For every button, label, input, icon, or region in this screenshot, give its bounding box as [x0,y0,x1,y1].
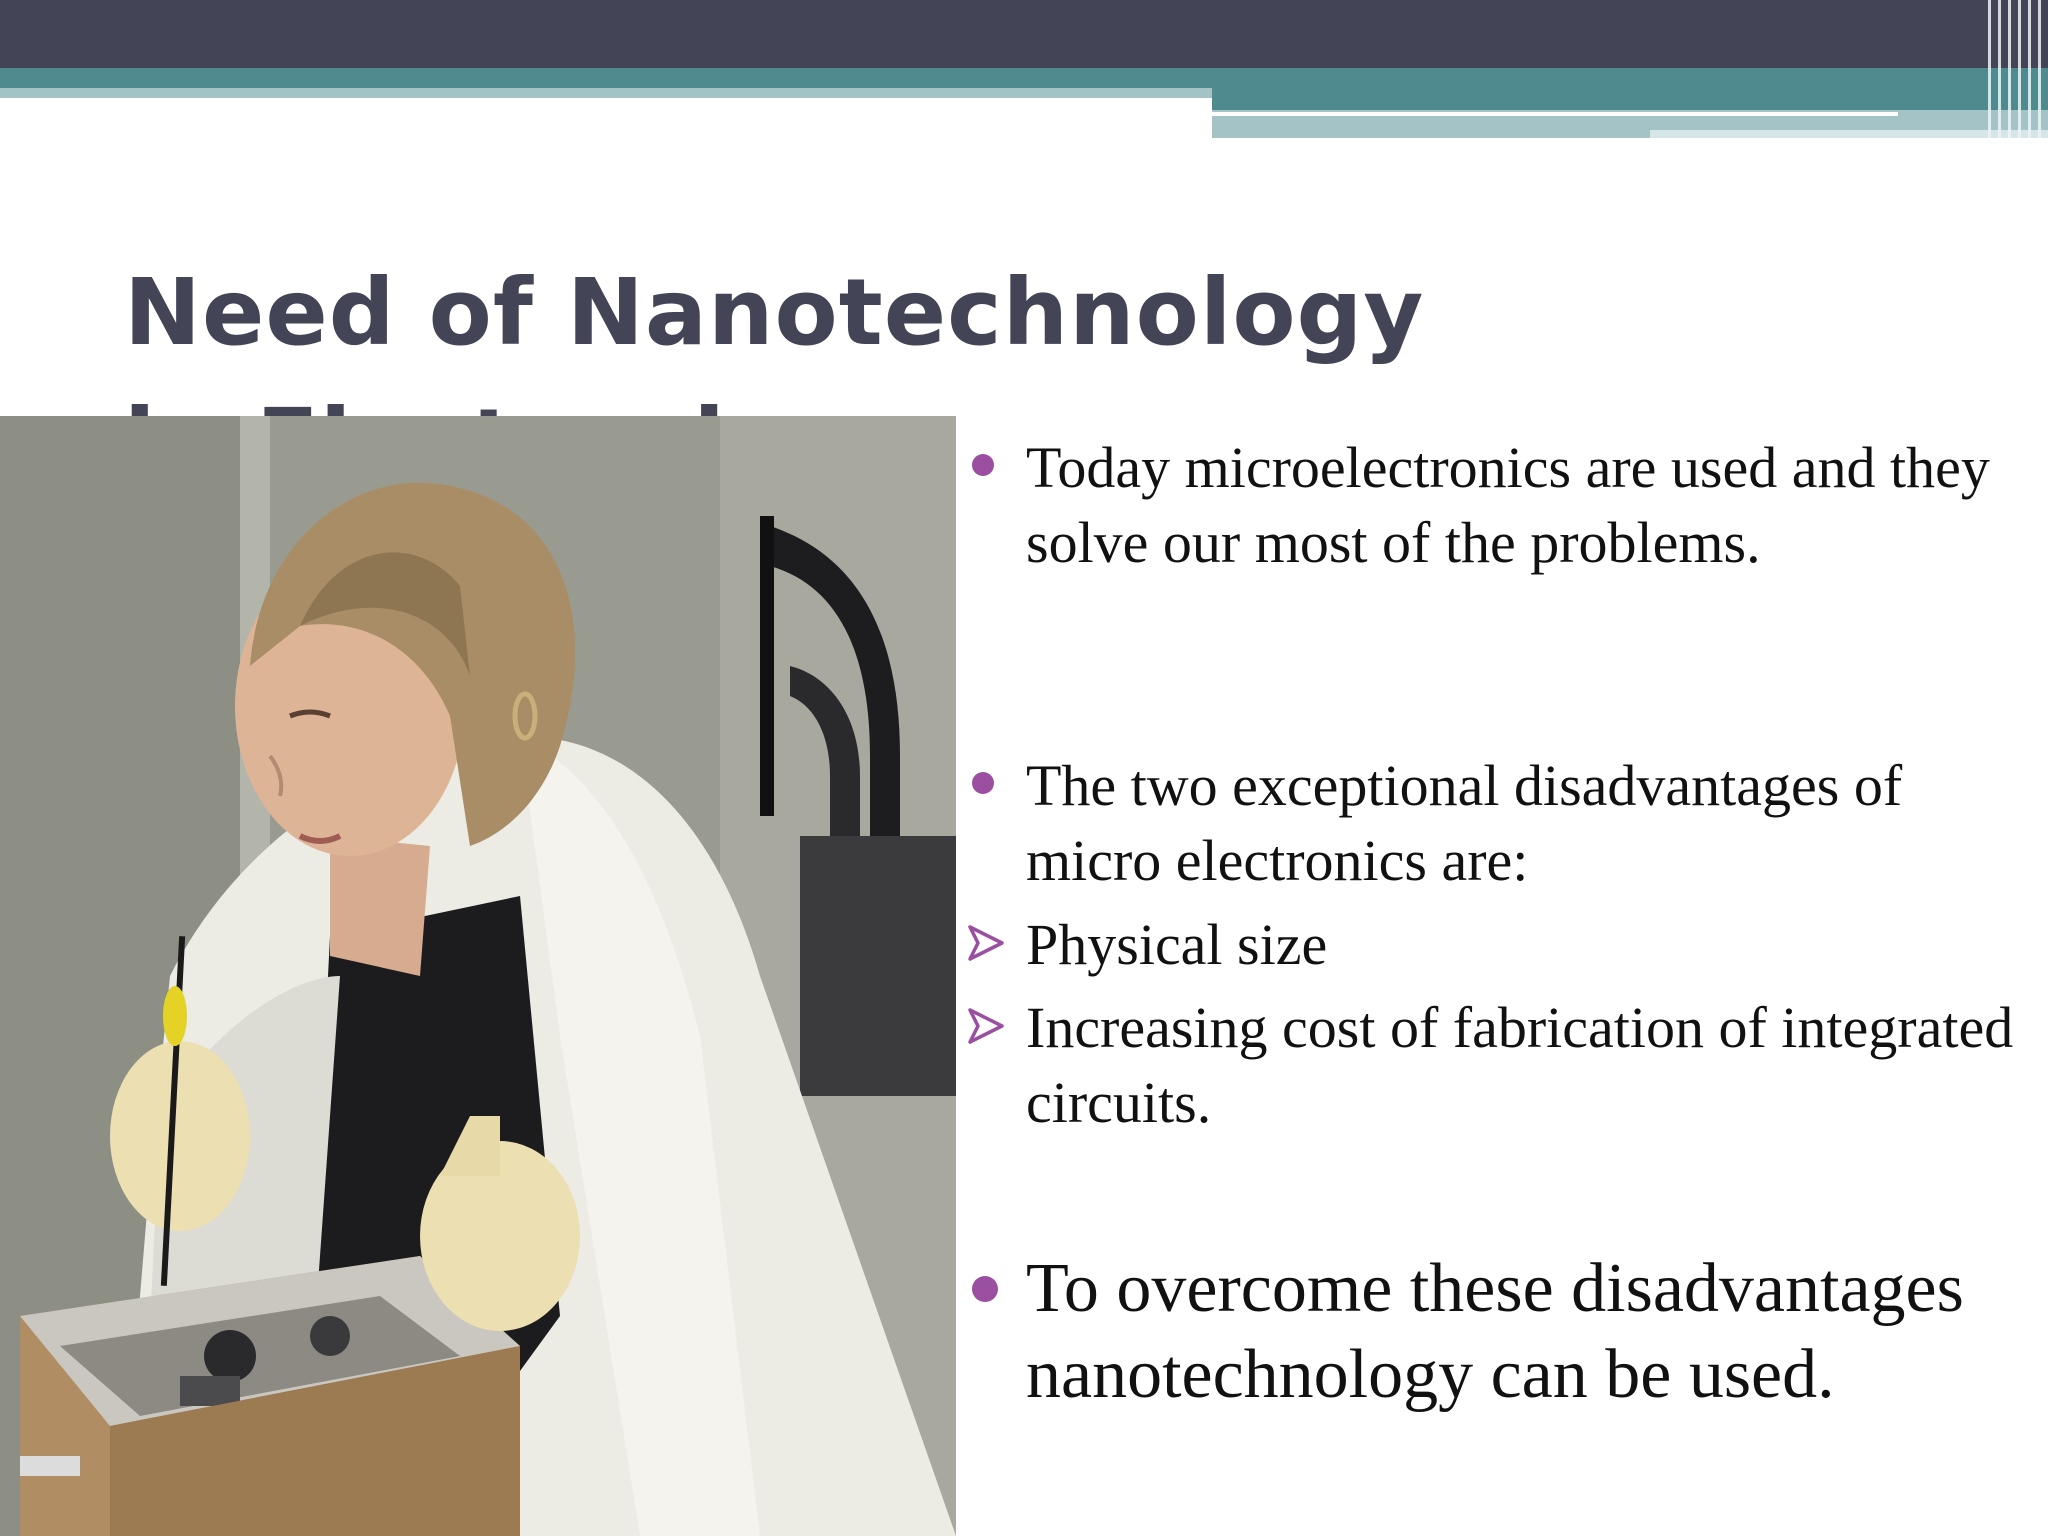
slide-title: Need of Nanotechnology [124,259,1425,366]
bullet-text: To overcome these disadvantages nanotechnology can be used. [1026,1250,1964,1413]
bullet-text: Physical size [1026,912,1328,977]
arrow-bullet-icon [966,1006,1006,1046]
arrow-bullet-icon [966,923,1006,963]
bullet-dot-icon [972,772,994,794]
header-bar-teal [0,68,2048,88]
header-stripes [1984,0,2048,138]
header-bar-right-line [1212,112,1898,116]
bullet-text: Increasing cost of fabrication of integrated circuits. [1026,995,2014,1135]
bullet-dot-icon [972,1276,998,1302]
bullet-dot-icon [972,454,994,476]
header-bar-right-teal [1212,88,2048,110]
scientist-photo [0,416,956,1536]
header-bar-dark [0,0,2048,68]
bullet-text: Today microelectronics are used and they solve our most of the problems. [1026,435,1990,575]
header-bar-light [0,88,1212,98]
bullet-text: The two exceptional disadvantages of micro electronics are: [1026,753,1903,893]
photo-illustration [0,416,956,1536]
